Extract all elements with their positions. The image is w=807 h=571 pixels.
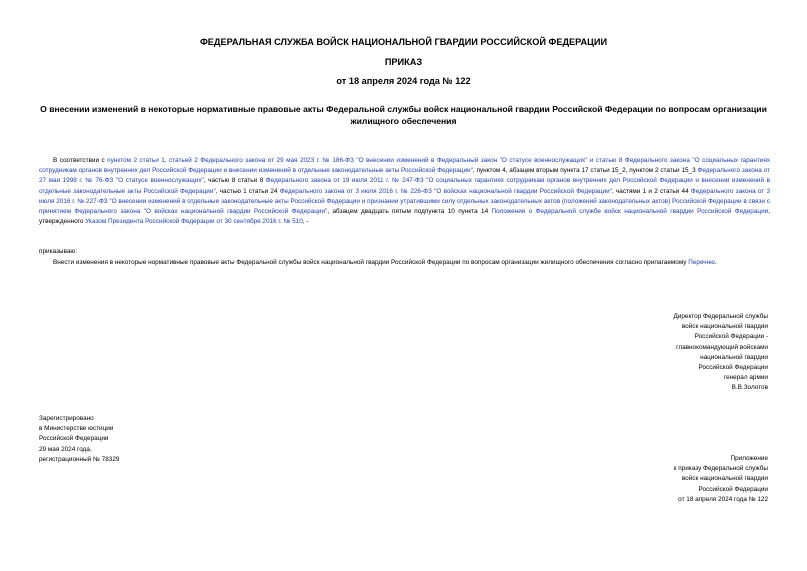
signatory-name: В.В.Золотов [731, 384, 768, 392]
preamble-text-4: , частью 1 статьи 24 [215, 187, 280, 195]
registration-line: Российской Федерации [39, 435, 109, 443]
appendix-line: Российской Федерации [698, 485, 768, 493]
doc-type-heading: ПРИКАЗ [384, 57, 423, 67]
appendix-line: войск национальной гвардии [681, 475, 768, 483]
order-text: Внести изменения в некоторые нормативные правовые акты Федеральной службы войск национальной гвардии Российской Федерации по вопросам организации жилищного обеспечения согласно прилагаемому [53, 259, 689, 266]
order-paragraph [39, 258, 770, 268]
link-law-76fz[interactable]: Федерального закона от 27 мая 1998 г. № 76-ФЗ "О статусе военнослужащих" [39, 167, 770, 185]
signature-line: Российской Федерации - [694, 333, 768, 341]
registration-number: регистрационный № 78329 [39, 455, 120, 463]
link-law-226fz[interactable]: Федерального закона от 3 июля 2016 г. № 226-ФЗ "О войсках национальной гвардии Российской Федерации" [279, 187, 612, 195]
signature-block [598, 312, 768, 394]
registration-date: 29 мая 2024 года, [39, 445, 92, 453]
order-keyword: приказываю: [39, 248, 77, 255]
link-law-227fz[interactable]: Федерального закона от 3 июля 2016 г. № 227-ФЗ "О внесении изменений в отдельные законодательные акты Российской Федерации и признании утратившими силу отдельных законодательных актов (положений законодательных актов) Российской Федерации в связи с принятием Федерального закона "О войсках национальной гвардии Российской Федерации" [39, 187, 770, 216]
appendix-line: к приказу Федеральной службы [673, 465, 768, 473]
preamble-text-8: , - [302, 218, 309, 226]
link-appendix-list[interactable]: Перечню [688, 259, 715, 266]
appendix-header [598, 454, 768, 505]
signature-line: Российской Федерации [698, 364, 768, 372]
doc-title: О внесении изменений в некоторые нормативные правовые акты Федеральной службы войск национальной гвардии Российской Федерации по вопросам организации жилищного обеспечения [40, 104, 767, 126]
preamble-paragraph [39, 156, 770, 227]
preamble-text-6: , абзацем двадцать пятым подпункта 10 пункта 14 [327, 208, 492, 216]
signature-line: главнокомандующий войсками [676, 343, 768, 351]
preamble-text-7: , утвержденного [39, 208, 770, 226]
link-regulation[interactable]: Положения о Федеральной службе войск национальной гвардии Российской Федерации [491, 208, 769, 216]
registration-line: в Министерстве юстиции [39, 425, 114, 433]
link-law-247fz[interactable]: Федерального закона от 19 июля 2011 г. № 247-ФЗ "О социальных гарантиях сотрудникам органов внутренних дел Российской Федерации и внесении изменений в отдельные законодательные акты Российской Федерации" [39, 177, 770, 195]
agency-heading: ФЕДЕРАЛЬНАЯ СЛУЖБА ВОЙСК НАЦИОНАЛЬНОЙ ГВАРДИИ РОССИЙСКОЙ ФЕДЕРАЦИИ [199, 37, 608, 47]
preamble-text-1: В соответствии с [53, 157, 108, 164]
preamble-text-5: , частями 1 и 2 статьи 44 [611, 187, 691, 195]
doc-date-number: от 18 апреля 2024 года № 122 [336, 76, 471, 86]
appendix-line: Приложение [730, 455, 768, 462]
registration-line: Зарегистрировано [39, 415, 94, 422]
order-end: . [714, 259, 717, 266]
signature-line: войск национальной гвардии [681, 323, 768, 331]
preamble-text-2: , пунктом 4, абзацем вторым пункта 17 статьи 15_2, пунктом 2 статьи 15_3 [472, 167, 698, 175]
signature-line: Директор Федеральной службы [673, 313, 768, 320]
link-law-186fz[interactable]: пунктом 2 статьи 1, статьей 2 Федерального закона от 29 мая 2023 г. № 186-ФЗ "О внесении изменений в Федеральный закон "О статусе военнослужащих" и статью 8 Федерального закона "О социальных гарантиях сотрудникам органов внутренних дел Российской Федерации и внесении изменений в отдельные законодательные акты Российской Федерации" [39, 157, 771, 175]
preamble-text-3: , частью 8 статьи 8 [203, 177, 266, 185]
registration-block [39, 414, 239, 465]
signature-line: национальной гвардии [700, 353, 768, 361]
link-decree-510[interactable]: Указом Президента Российской Федерации от 30 сентября 2016 г. № 510 [85, 218, 303, 226]
signature-line: генерал армии [723, 374, 768, 382]
appendix-line: от 18 апреля 2024 года № 122 [678, 495, 768, 503]
